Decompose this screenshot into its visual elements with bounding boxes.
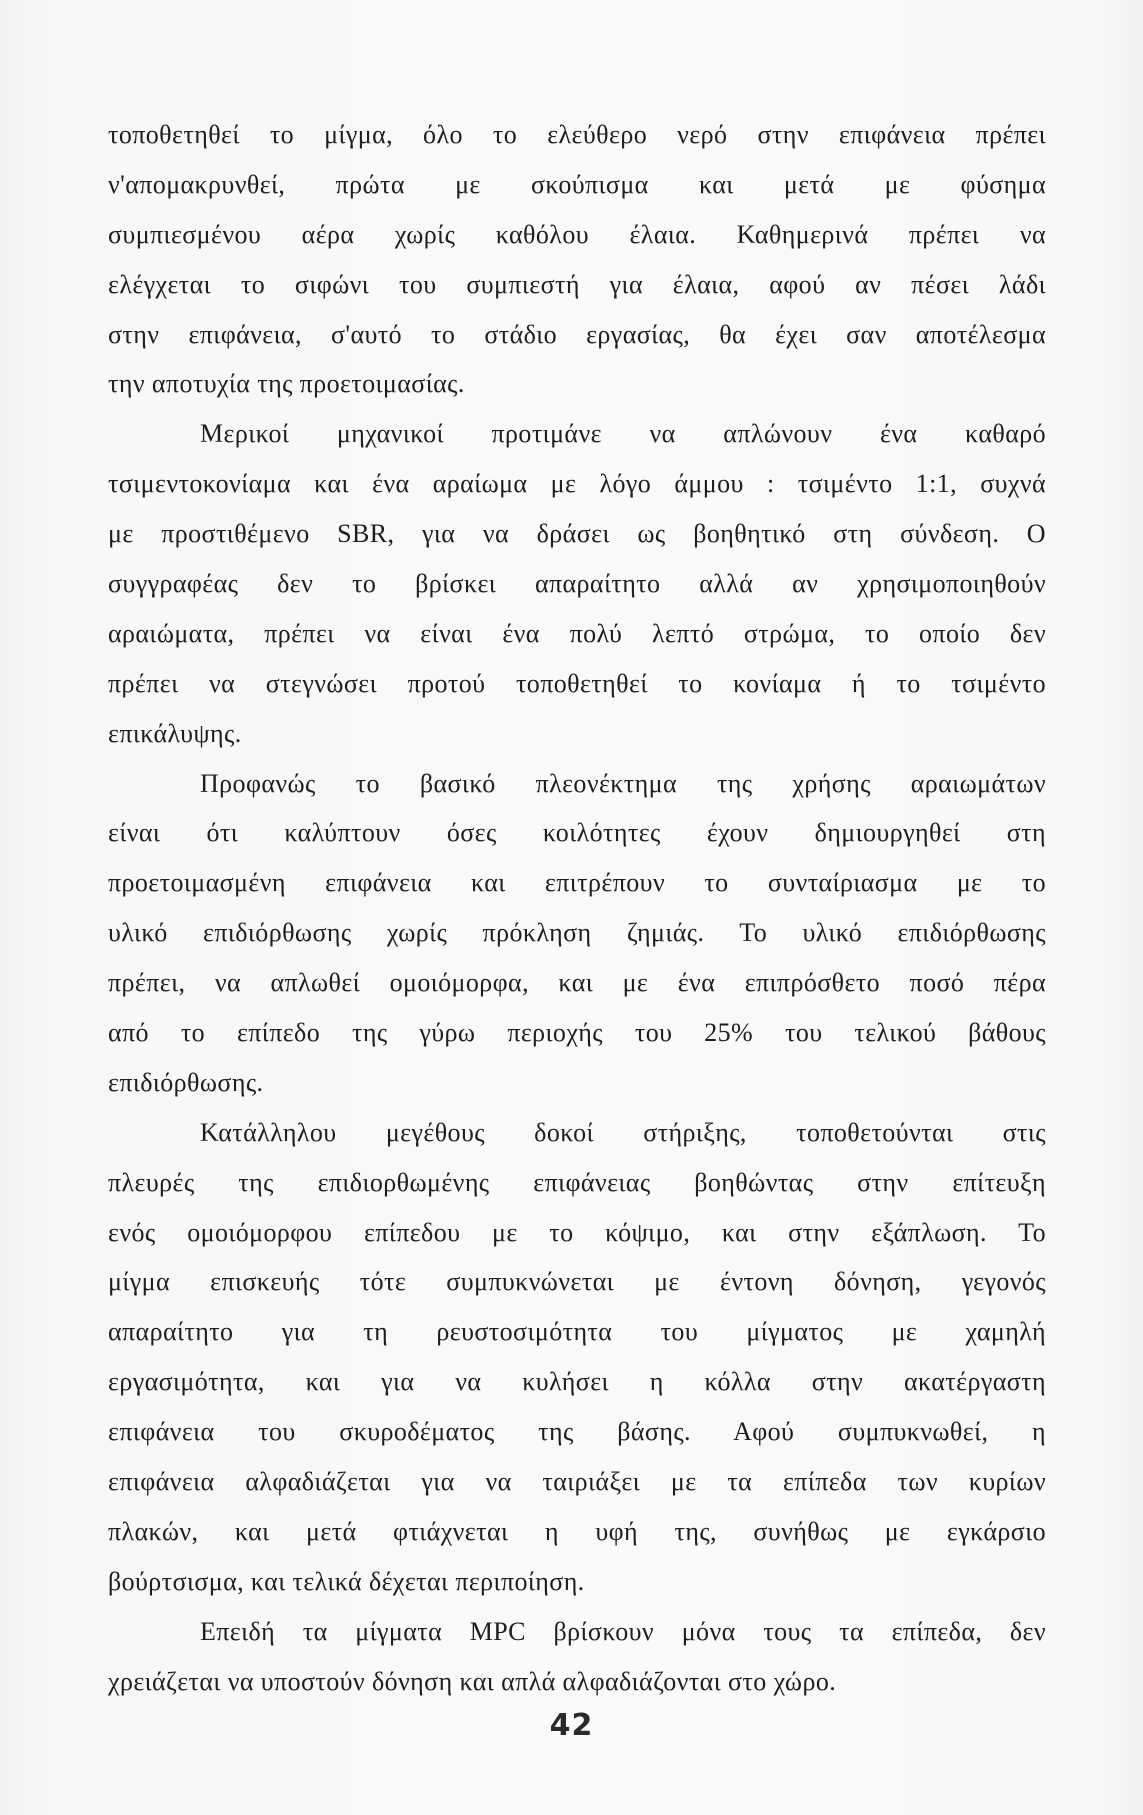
text-line: βούρτσισμα, και τελικά δέχεται περιποίηση. <box>108 1566 585 1596</box>
text-line: πλευρές της επιδιορθωμένης επιφάνειας βοηθώντας στην επίτευξη <box>108 1167 1046 1197</box>
text-line: τοποθετηθεί το μίγμα, όλο το ελεύθερο νερό στην επιφάνεια πρέπει <box>108 120 1046 149</box>
text-line: εργασιμότητα, και για να κυλήσει η κόλλα στην ακατέργαστη <box>108 1367 1046 1397</box>
text-line: χρειάζεται να υποστούν δόνηση και απλά αλφαδιάζονται στο χώρο. <box>108 1666 837 1696</box>
text-line: από το επίπεδο της γύρω περιοχής του 25% του τελικού βάθους <box>108 1018 1046 1048</box>
text-line: επιφάνεια αλφαδιάζεται για να ταιριάξει με τα επίπεδα των κυρίων <box>108 1467 1046 1497</box>
text-line: μίγμα επισκευής τότε συμπυκνώνεται με έντονη δόνηση, γεγονός <box>108 1267 1046 1297</box>
text-line: ν'απομακρυνθεί, πρώτα με σκούπισμα και μετά με φύσημα <box>108 169 1046 199</box>
text-line: Προφανώς το βασικό πλεονέκτημα της χρήσης αραιωμάτων <box>200 768 1046 798</box>
text-line: Επειδή τα μίγματα MPC βρίσκουν μόνα τους τα επίπεδα, δεν <box>200 1616 1046 1646</box>
text-line: τσιμεντοκονίαμα και ένα αραίωμα με λόγο άμμου : τσιμέντο 1:1, συχνά <box>108 469 1046 499</box>
body-text <box>108 110 1046 1707</box>
text-line: επιφάνεια του σκυροδέματος της βάσης. Αφού συμπυκνωθεί, η <box>108 1417 1046 1447</box>
text-line: Κατάλληλου μεγέθους δοκοί στήριξης, τοποθετούνται στις <box>200 1117 1046 1147</box>
text-line: με προστιθέμενο SBR, για να δράσει ως βοηθητικό στη σύνδεση. Ο <box>108 519 1046 549</box>
text-line: ελέγχεται το σιφώνι του συμπιεστή για έλαια, αφού αν πέσει λάδι <box>108 269 1046 299</box>
text-line: πρέπει, να απλωθεί ομοιόμορφα, και με ένα επιπρόσθετο ποσό πέρα <box>108 968 1046 998</box>
text-line: πλακών, και μετά φτιάχνεται η υφή της, συνήθως με εγκάρσιο <box>108 1516 1046 1546</box>
text-line: είναι ότι καλύπτουν όσες κοιλότητες έχουν δημιουργηθεί στη <box>108 818 1046 848</box>
text-line: συμπιεσμένου αέρα χωρίς καθόλου έλαια. Καθημερινά πρέπει να <box>108 219 1046 249</box>
text-line: αραιώματα, πρέπει να είναι ένα πολύ λεπτό στρώμα, το οποίο δεν <box>108 618 1046 648</box>
text-line: προετοιμασμένη επιφάνεια και επιτρέπουν το συνταίριασμα με το <box>108 868 1046 898</box>
text-line: συγγραφέας δεν το βρίσκει απαραίτητο αλλά αν χρησιμοποιηθούν <box>108 569 1046 599</box>
text-line: την αποτυχία της προετοιμασίας. <box>108 369 465 399</box>
text-line: επιδιόρθωσης. <box>108 1067 264 1097</box>
page-number: 42 <box>549 1708 594 1743</box>
text-line: ενός ομοιόμορφου επίπεδου με το κόψιμο, και στην εξάπλωση. Το <box>108 1217 1046 1247</box>
text-line: Μερικοί μηχανικοί προτιμάνε να απλώνουν ένα καθαρό <box>200 419 1046 449</box>
text-line: υλικό επιδιόρθωσης χωρίς πρόκληση ζημιάς. Το υλικό επιδιόρθωσης <box>108 918 1046 948</box>
text-line: επικάλυψης. <box>108 718 242 748</box>
text-line: στην επιφάνεια, σ'αυτό το στάδιο εργασίας, θα έχει σαν αποτέλεσμα <box>108 319 1046 349</box>
text-line: απαραίτητο για τη ρευστοσιμότητα του μίγματος με χαμηλή <box>108 1317 1046 1347</box>
text-line: πρέπει να στεγνώσει προτού τοποθετηθεί το κονίαμα ή το τσιμέντο <box>108 668 1046 698</box>
